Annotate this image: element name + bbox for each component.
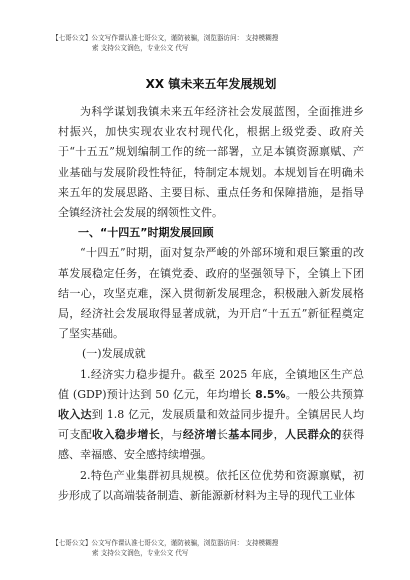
watermark-bottom xyxy=(52,538,390,558)
review-paragraph: “十四五”时期，面对复杂严峻的外部环境和艰巨繁重的改革发展稳定任务，在镇党委、政府的坚强领导下，全镇上下团结一心，攻坚克难，深入贯彻新发展理念，积极融入新发展格局，经济社会发展取得显著成就，为开启“十五五”新征程奠定了坚实基础。 xyxy=(58,246,364,341)
watermark-line2: 索 支持公文润色，专业公文 代写 xyxy=(92,549,189,557)
section-heading-review: 一、“十四五”时期发展回顾 xyxy=(78,226,214,240)
document-title: XX 镇未来五年发展规划 xyxy=(145,77,277,91)
watermark-top xyxy=(52,33,390,53)
watermark-line1: 【七哥公文】公文写作课认准七哥公文，谨防被骗，浏览器访问： 支持模糊搜 xyxy=(52,539,279,547)
intro-paragraph: 为科学谋划我镇未来五年经济社会发展蓝图，全面推进乡村振兴，加快实现农业农村现代化，根据上级党委、政府关于“十五五”规划编制工作的统一部署，立足本镇资源禀赋、产业基础与发展阶段性特征，特制定本规划。本规划旨在明确未来五年的发展思路、主要目标、重点任务和保障措施，是指导全镇经济社会发展的纲领性文件。 xyxy=(58,105,364,220)
document-body xyxy=(58,75,364,506)
watermark-line2: 索 支持公文润色，专业公文 代写 xyxy=(92,44,189,52)
achievement-item-1: 1.经济实力稳步提升。截至 2025 年底，全镇地区生产总值 (GDP)预计达到 50 亿元，年均增长 8.5%。一般公共预算收入达到 1.8 亿元，发展质量和效益同步提升。全镇居民人均可支配收入稳步增长，与经济增长基本同步，人民群众的获得感、幸福感、安全感持续增强。 xyxy=(58,367,365,462)
watermark-line1: 【七哥公文】公文写作课认准七哥公文，谨防被骗，浏览器访问： 支持模糊搜 xyxy=(52,34,279,42)
achievement-item-2: 2.特色产业集群初具规模。依托区位优势和资源禀赋，初步形成了以高端装备制造、新能源新材料为主导的现代工业体 xyxy=(58,468,364,502)
subheading-achievements: (一)发展成就 xyxy=(82,347,146,361)
